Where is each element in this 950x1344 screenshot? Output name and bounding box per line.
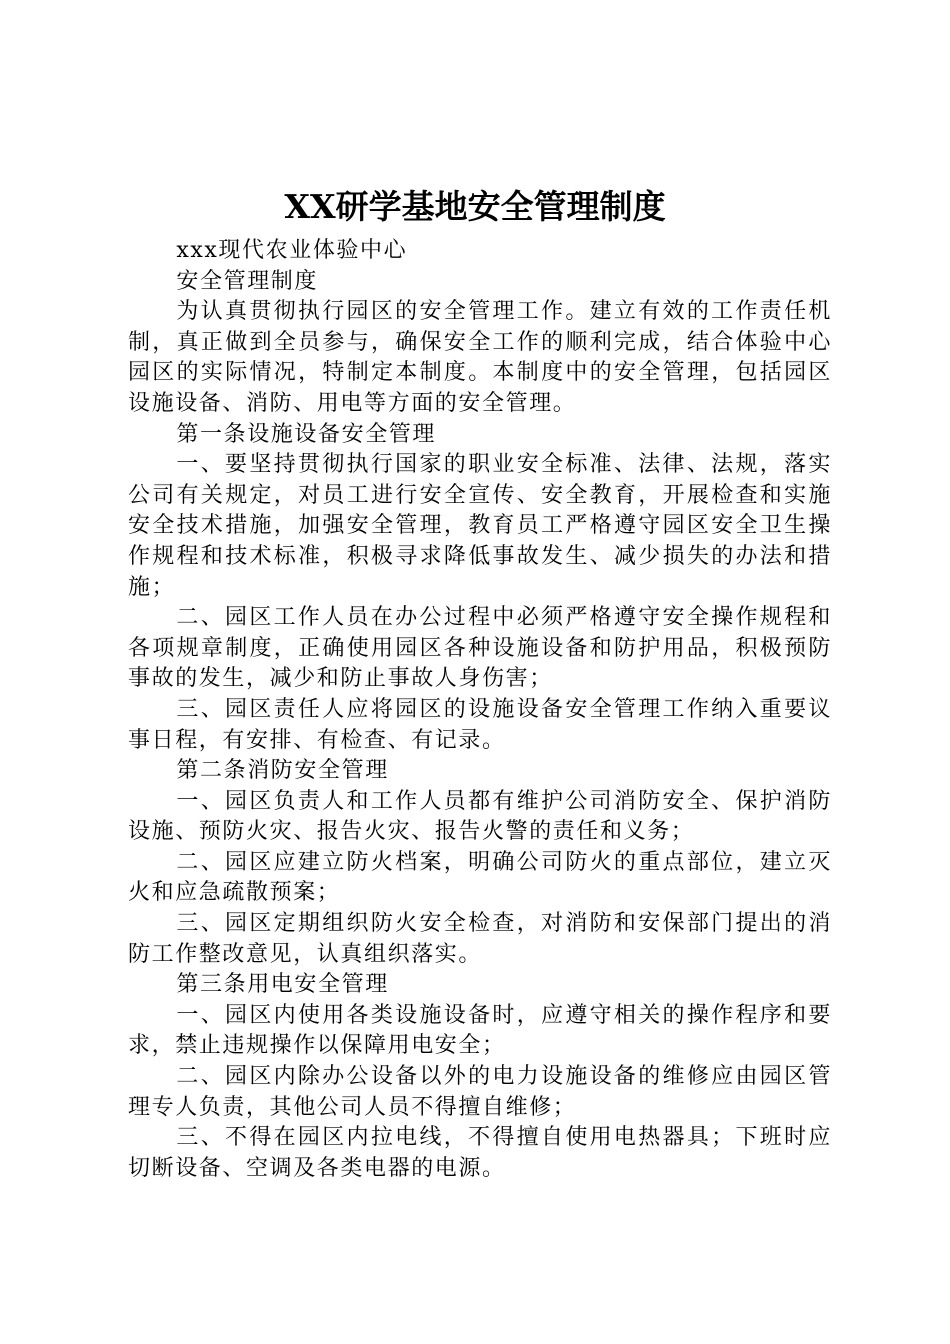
section-heading-1: 第一条设施设备安全管理: [176, 421, 436, 447]
section-2-item-3: 三、园区定期组织防火安全检查，对消防和安保部门提出的消防工作整改意见，认真组织落实。: [128, 911, 832, 967]
section-1-item-1: 一、要坚持贯彻执行国家的职业安全标准、法律、法规，落实公司有关规定，对员工进行安全宣传、安全教育，开展检查和实施安全技术措施，加强安全管理，教育员工严格遵守园区安全卫生操作规程和技术标准，积极寻求降低事故发生、减少损失的办法和措施；: [128, 452, 832, 600]
section-2-item-2: 二、园区应建立防火档案，明确公司防火的重点部位，建立灭火和应急疏散预案；: [128, 849, 832, 906]
section-heading-3: 第三条用电安全管理: [176, 972, 389, 998]
intro-paragraph: 为认真贯彻执行园区的安全管理工作。建立有效的工作责任机制，真正做到全员参与，确保安全工作的顺利完成，结合体验中心园区的实际情况，特制定本制度。本制度中的安全管理，包括园区设施设备、消防、用电等方面的安全管理。: [128, 299, 832, 416]
org-name-line: xxx现代农业体验中心: [176, 238, 408, 263]
section-3-item-2: 二、园区内除办公设备以外的电力设施设备的维修应由园区管理专人负责，其他公司人员不得擅自维修；: [128, 1064, 832, 1120]
subtitle-line: 安全管理制度: [176, 268, 318, 294]
document-title: XX研学基地安全管理制度: [284, 187, 666, 226]
section-1-item-2: 二、园区工作人员在办公过程中必须严格遵守安全操作规程和各项规章制度，正确使用园区各种设施设备和防护用品，积极预防事故的发生，减少和防止事故人身伤害；: [128, 605, 832, 692]
section-3-item-1: 一、园区内使用各类设施设备时，应遵守相关的操作程序和要求，禁止违规操作以保障用电安全；: [128, 1002, 832, 1059]
section-1-item-3: 三、园区责任人应将园区的设施设备安全管理工作纳入重要议事日程，有安排、有检查、有记录。: [128, 696, 832, 753]
section-3-item-3: 三、不得在园区内拉电线，不得擅自使用电热器具；下班时应切断设备、空调及各类电器的电源。: [128, 1125, 832, 1181]
document-body: [128, 236, 832, 1184]
section-2-item-1: 一、园区负责人和工作人员都有维护公司消防安全、保护消防设施、预防火灾、报告火灾、报告火警的责任和义务；: [128, 788, 832, 845]
section-heading-2: 第二条消防安全管理: [176, 758, 389, 784]
